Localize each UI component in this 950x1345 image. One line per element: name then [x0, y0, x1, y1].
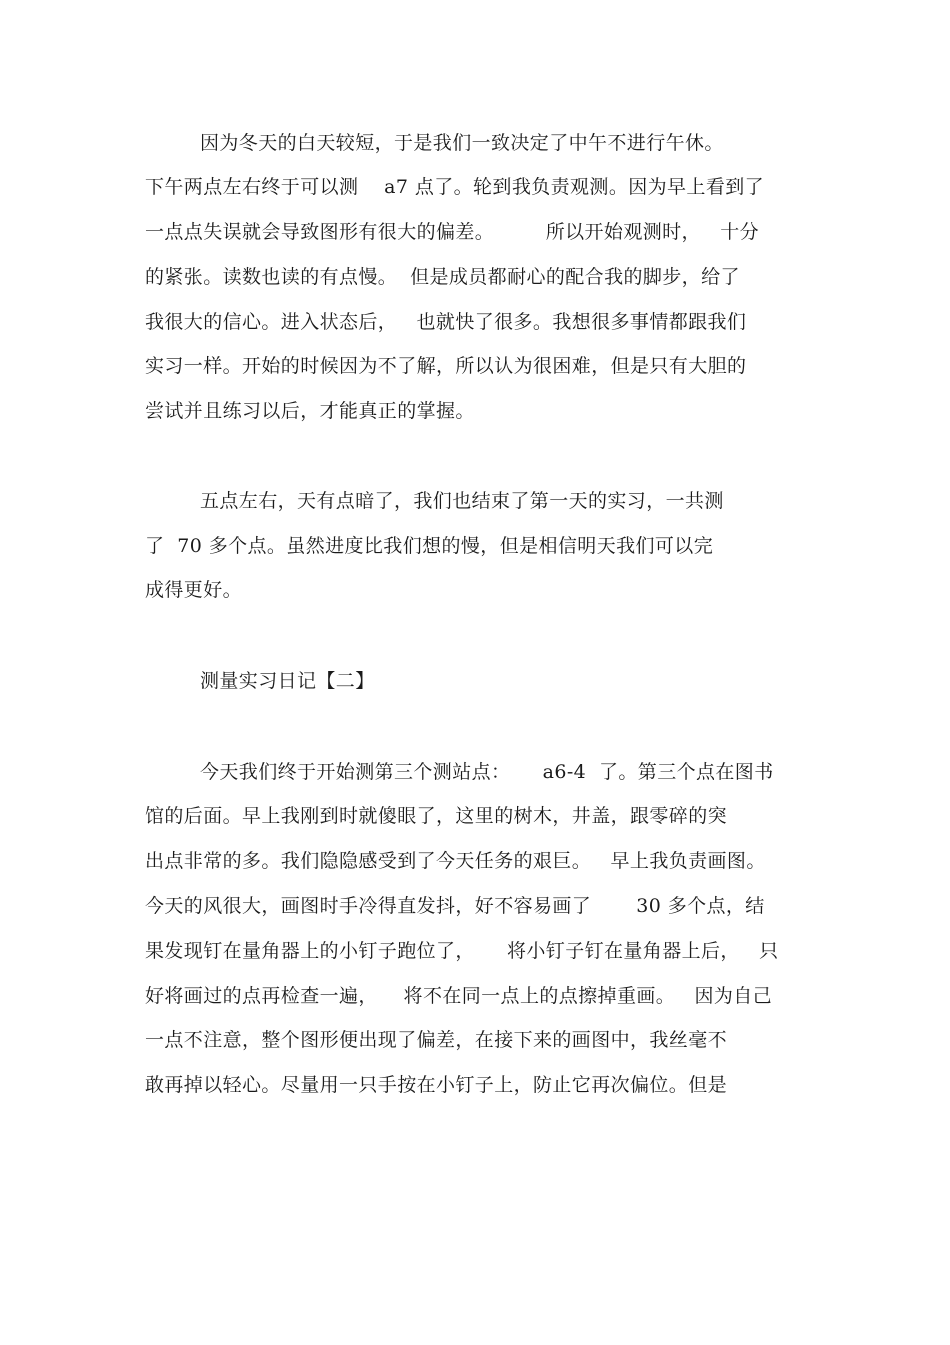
paragraph-3-line-4: 今天的风很大，画图时手冷得直发抖，好不容易画了 30 多个点，结 — [145, 895, 765, 917]
paragraph-3-line-7: 一点不注意，整个图形便出现了偏差，在接下来的画图中，我丝毫不 — [145, 1029, 728, 1051]
paragraph-1-line-6: 实习一样。开始的时候因为不了解，所以认为很困难，但是只有大胆的 — [145, 355, 747, 377]
paragraph-3-line-2: 馆的后面。早上我刚到时就傻眼了，这里的树木，井盖，跟零碎的突 — [145, 805, 728, 827]
section-heading: 测量实习日记【二】 — [200, 670, 375, 692]
paragraph-1-line-3: 一点点失误就会导致图形有很大的偏差。 所以开始观测时， 十分 — [145, 221, 760, 243]
paragraph-1-line-7: 尝试并且练习以后，才能真正的掌握。 — [145, 400, 475, 422]
paragraph-3-line-8: 敢再掉以轻心。尽量用一只手按在小钉子上，防止它再次偏位。但是 — [145, 1074, 728, 1096]
paragraph-3-line-5: 果发现钉在量角器上的小钉子跑位了， 将小钉子钉在量角器上后， 只 — [145, 940, 779, 962]
paragraph-1-line-2: 下午两点左右终于可以测 a7 点了。轮到我负责观测。因为早上看到了 — [145, 176, 765, 198]
paragraph-3-line-3: 出点非常的多。我们隐隐感受到了今天任务的艰巨。 早上我负责画图。 — [145, 850, 766, 872]
paragraph-3-line-6: 好将画过的点再检查一遍， 将不在同一点上的点擦掉重画。 因为自己 — [145, 985, 773, 1007]
paragraph-3-line-1: 今天我们终于开始测第三个测站点： a6-4 了。第三个点在图书 — [200, 761, 774, 783]
paragraph-1-line-1: 因为冬天的白天较短，于是我们一致决定了中午不进行午休。 — [200, 132, 724, 154]
paragraph-2-line-2: 了 70 多个点。虽然进度比我们想的慢，但是相信明天我们可以完 — [145, 535, 714, 557]
paragraph-1-line-5: 我很大的信心。进入状态后， 也就快了很多。我想很多事情都跟我们 — [145, 311, 747, 333]
paragraph-2-line-1: 五点左右，天有点暗了，我们也结束了第一天的实习，一共测 — [200, 490, 724, 512]
paragraph-1-line-4: 的紧张。读数也读的有点慢。 但是成员都耐心的配合我的脚步，给了 — [145, 266, 740, 288]
paragraph-2-line-3: 成得更好。 — [145, 579, 243, 601]
